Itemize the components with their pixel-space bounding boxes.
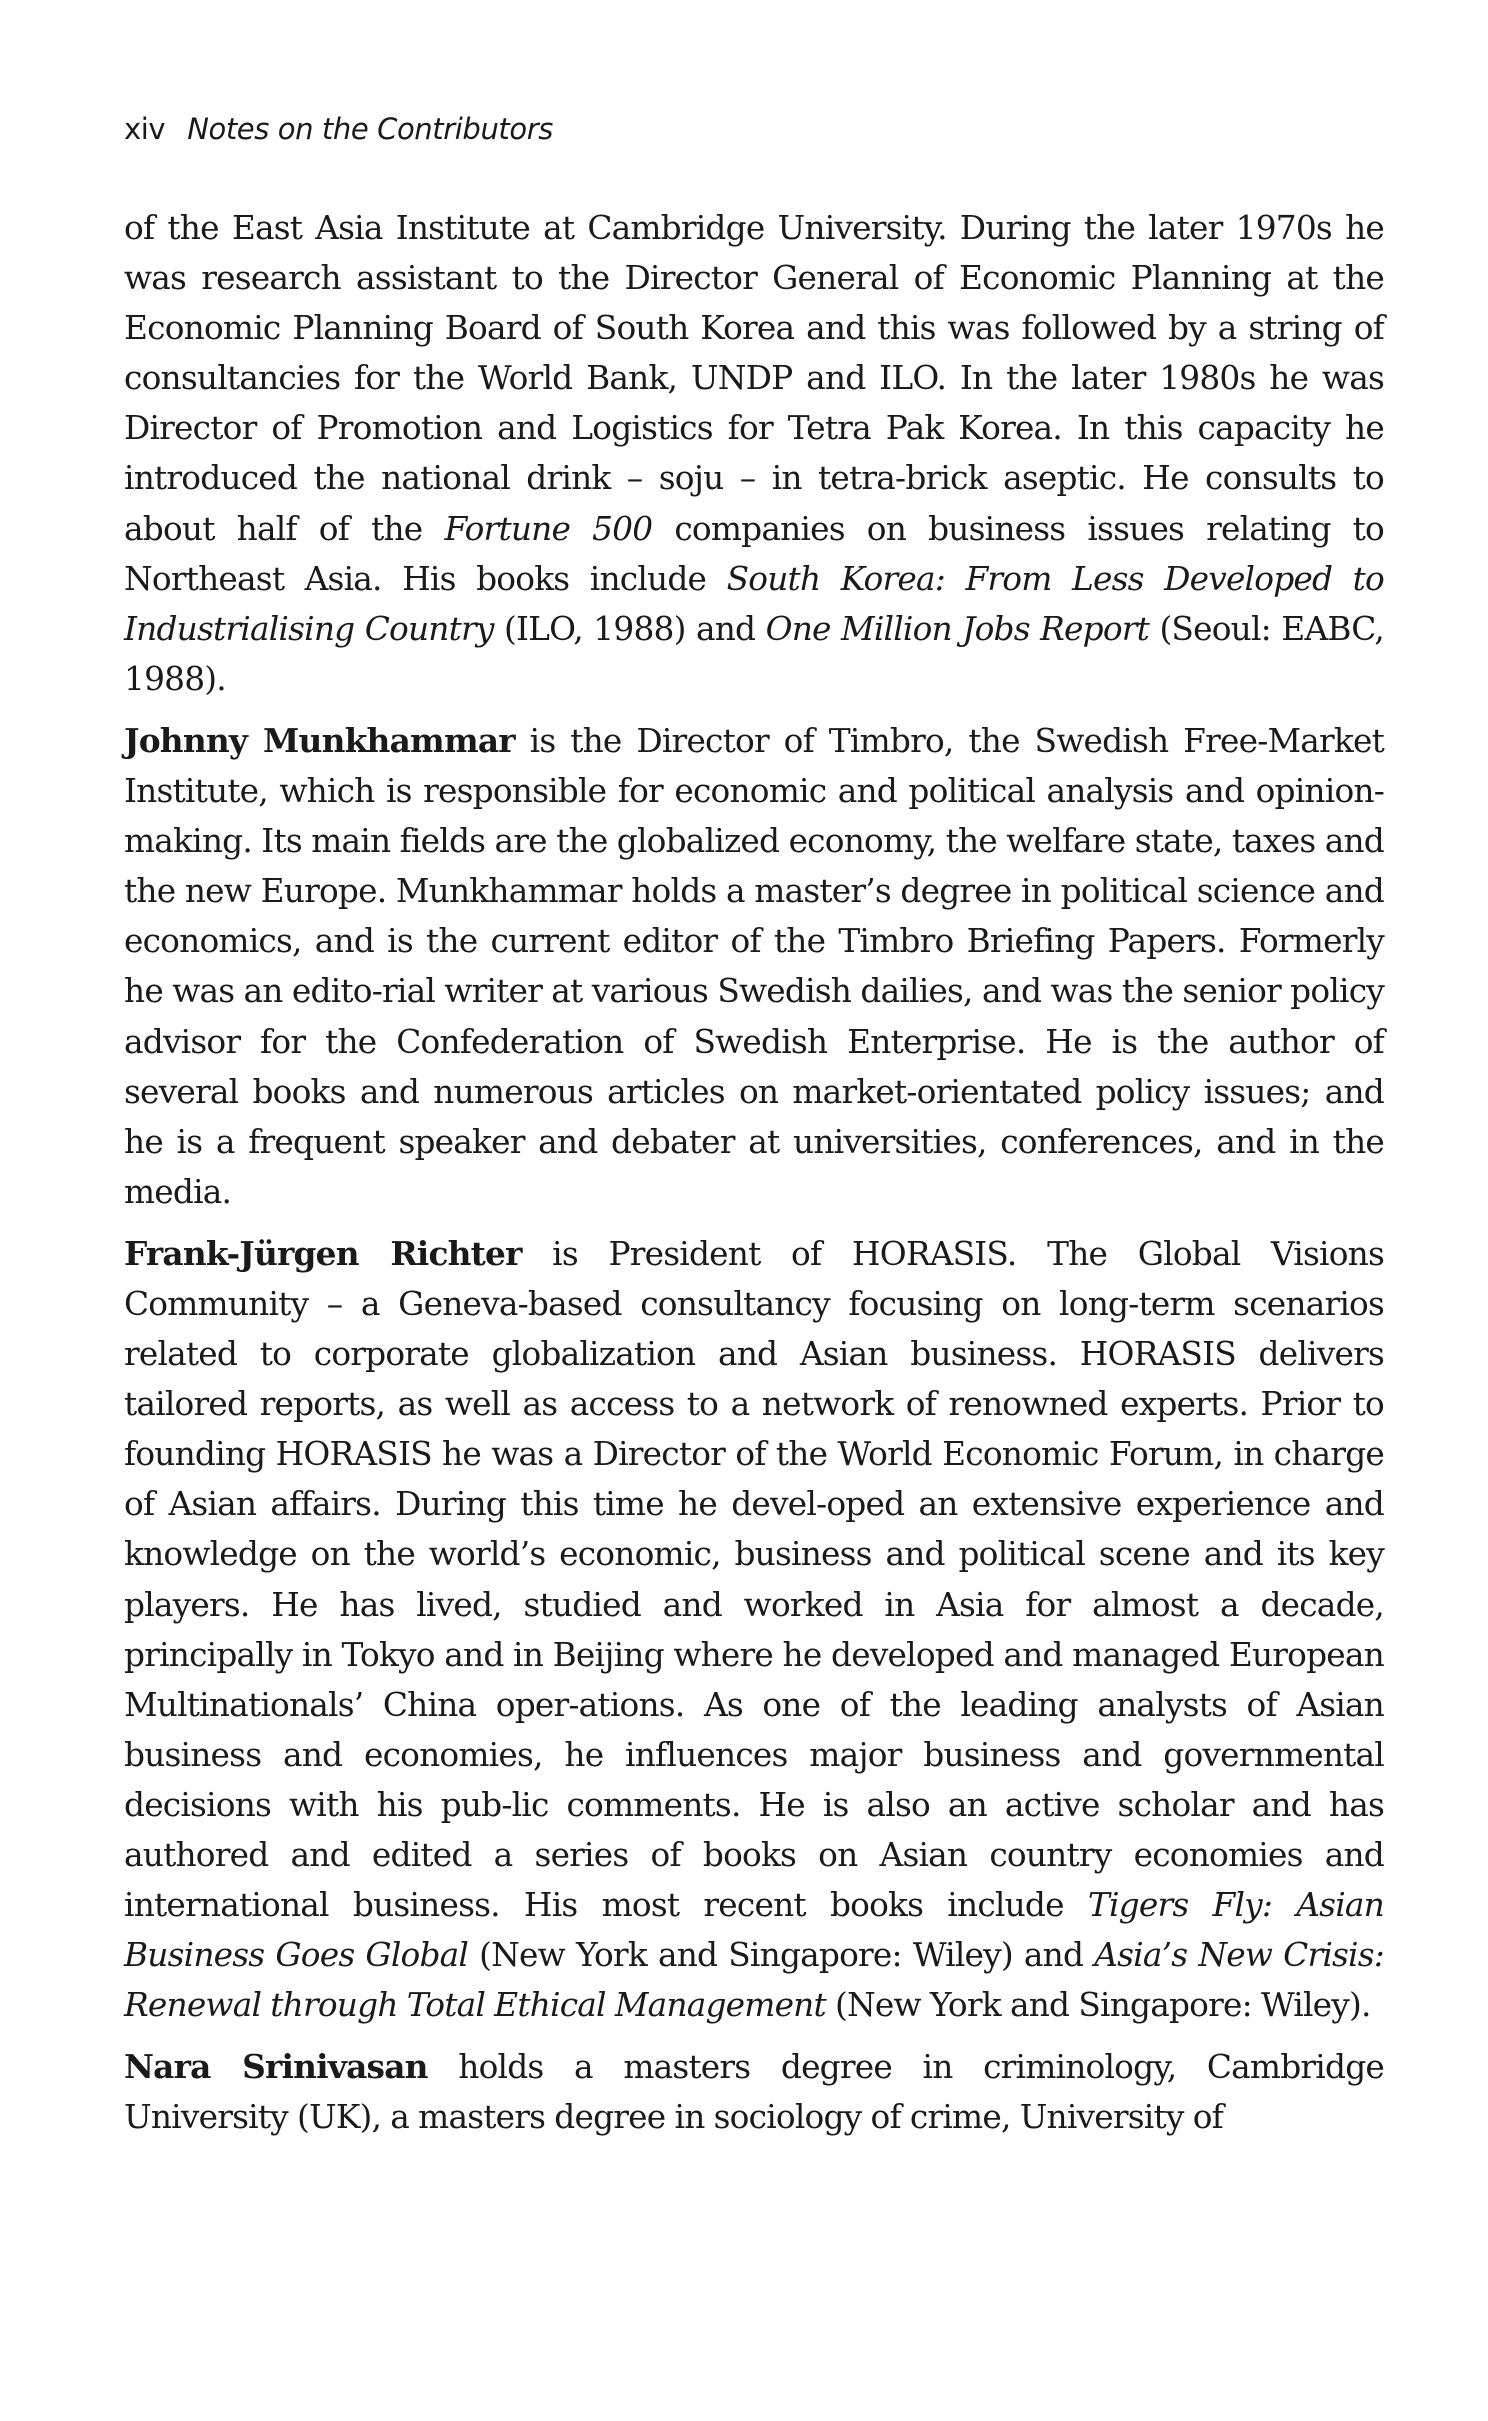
italic-book-title: Tigers Fly: Asian Business Goes Global: [124, 1886, 1384, 1975]
body-text: [124, 203, 1384, 2155]
text-run: companies on business issues relating to Northeast Asia. His books include: [124, 509, 1385, 598]
text-run: (Seoul: EABC, 1988).: [124, 609, 1384, 698]
text-run: is the Director of Timbro, the Swedish Free-Market Institute, which is responsible for economic and political analysis and opinion-making. Its main fields are the globalized economy, the welfare state, taxes and the new Europe. Munkhammar holds a master’s degree in political science and economics, and is the current editor of the Timbro Briefing Papers. Formerly he was an edito-rial writer at various Swedish dailies, and was the senior policy advisor for the Confederation of Swedish Enterprise. He is the author of several books and numerous articles on market-orientated policy issues; and he is a frequent speaker and debater at universities, conferences, and in the media.: [124, 721, 1384, 1211]
text-run: of the East Asia Institute at Cambridge University. During the later 1970s he was research assistant to the Director General of Economic Planning at the Economic Planning Board of South Korea and this was followed by a string of consultancies for the World Bank, UNDP and ILO. In the later 1980s he was Director of Promotion and Logistics for Tetra Pak Korea. In this capacity he introduced the national drink – soju – in tetra-brick aseptic. He consults to about half of the: [124, 209, 1384, 548]
text-run: (ILO, 1988) and: [493, 609, 766, 648]
text-run: (New York and Singapore: Wiley).: [825, 1986, 1371, 2025]
running-head: [124, 112, 553, 146]
paragraph-bio-munkhammar: [124, 716, 1384, 1217]
text-run: (New York and Singapore: Wiley) and: [468, 1936, 1095, 1975]
contributor-name: Johnny Munkhammar: [124, 720, 515, 760]
contributor-name: Frank-Jürgen Richter: [124, 1233, 522, 1273]
paragraph-bio-richter: [124, 1229, 1384, 2031]
italic-book-title: South Korea: From Less Developed to Industrialising Country: [124, 559, 1384, 648]
paragraph-continued-bio: [124, 203, 1384, 704]
page-number: xiv: [124, 112, 166, 146]
text-run: is President of HORASIS. The Global Visions Community – a Geneva-based consultancy focusing on long-term scenarios related to corporate globalization and Asian business. HORASIS delivers tailored reports, as well as access to a network of renowned experts. Prior to founding HORASIS he was a Director of the World Economic Forum, in charge of Asian affairs. During this time he devel-oped an extensive experience and knowledge on the world’s economic, business and political scene and its key players. He has lived, studied and worked in Asia for almost a decade, principally in Tokyo and in Beijing where he developed and managed European Multinationals’ China oper-ations. As one of the leading analysts of Asian business and economies, he influences major business and governmental decisions with his pub-lic comments. He is also an active scholar and has authored and edited a series of books on Asian country economies and international business. His most recent books include: [124, 1234, 1385, 1925]
italic-book-title: Asia’s New Crisis: Renewal through Total Ethical Management: [124, 1936, 1385, 2025]
italic-title-fortune-500: Fortune 500: [444, 509, 653, 548]
italic-book-title: One Million Jobs Report: [765, 609, 1150, 648]
paragraph-bio-srinivasan: [124, 2042, 1384, 2142]
running-head-title: Notes on the Contributors: [187, 112, 553, 146]
text-run: holds a masters degree in criminology, Cambridge University (UK), a masters degree in sociology of crime, University of: [124, 2048, 1384, 2137]
contributor-name: Nara Srinivasan: [124, 2047, 428, 2087]
